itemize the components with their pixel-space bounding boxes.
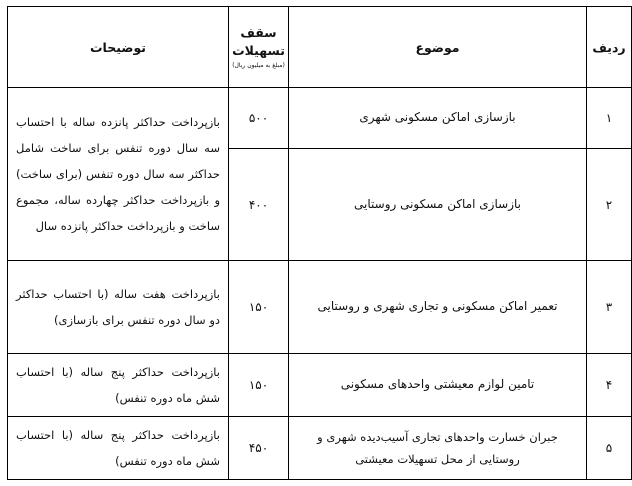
row-topic: تعمیر اماکن مسکونی و تجاری شهری و روستایی <box>289 261 587 354</box>
header-row <box>8 7 632 88</box>
row-topic: بازسازی اماکن مسکونی روستایی <box>289 149 587 261</box>
table-row <box>8 261 632 354</box>
row-number: ۳ <box>587 261 632 354</box>
row-number: ۴ <box>587 354 632 417</box>
table-row <box>8 417 632 480</box>
row-description: بازپرداخت حداکثر پنج ساله (با احتساب شش ماه دوره تنفس) <box>8 354 229 417</box>
row-topic: جبران خسارت واحدهای تجاری آسیب‌دیده شهری و روستایی از محل تسهیلات معیشتی <box>289 417 587 480</box>
table-row <box>8 88 632 149</box>
header-row-number: ردیف <box>587 7 632 88</box>
header-cap-line2: تسهیلات <box>232 43 285 59</box>
row-cap: ۴۰۰ <box>229 149 289 261</box>
row-description: بازپرداخت هفت ساله (با احتساب حداکثر دو سال دوره تنفس برای بازسازی) <box>8 261 229 354</box>
header-description: توضیحات <box>8 7 229 88</box>
row-cap: ۵۰۰ <box>229 88 289 149</box>
row-cap: ۱۵۰ <box>229 354 289 417</box>
row-cap: ۱۵۰ <box>229 261 289 354</box>
header-cap-line1: سقف <box>240 25 277 41</box>
table-row <box>8 354 632 417</box>
row-number: ۵ <box>587 417 632 480</box>
row-number: ۲ <box>587 149 632 261</box>
loan-facilities-table <box>7 6 632 480</box>
row-description: بازپرداخت حداکثر پنج ساله (با احتساب شش ماه دوره تنفس) <box>8 417 229 480</box>
header-cap-unit: (مبلغ به میلیون ریال) <box>232 62 285 70</box>
header-facility-cap <box>229 7 289 88</box>
header-topic: موضوع <box>289 7 587 88</box>
row-cap: ۴۵۰ <box>229 417 289 480</box>
row-topic: تامین لوازم معیشتی واحدهای مسکونی <box>289 354 587 417</box>
row-topic: بازسازی اماکن مسکونی شهری <box>289 88 587 149</box>
row-description: بازپرداخت حداکثر پانزده ساله با احتساب سه سال دوره تنفس برای ساخت شامل حداکثر سه سال دوره تنفس (برای ساخت) و بازپرداخت حداکثر چهارده ساله، مجموع ساخت و بازپرداخت حداکثر پانزده سال <box>8 88 229 261</box>
row-number: ۱ <box>587 88 632 149</box>
